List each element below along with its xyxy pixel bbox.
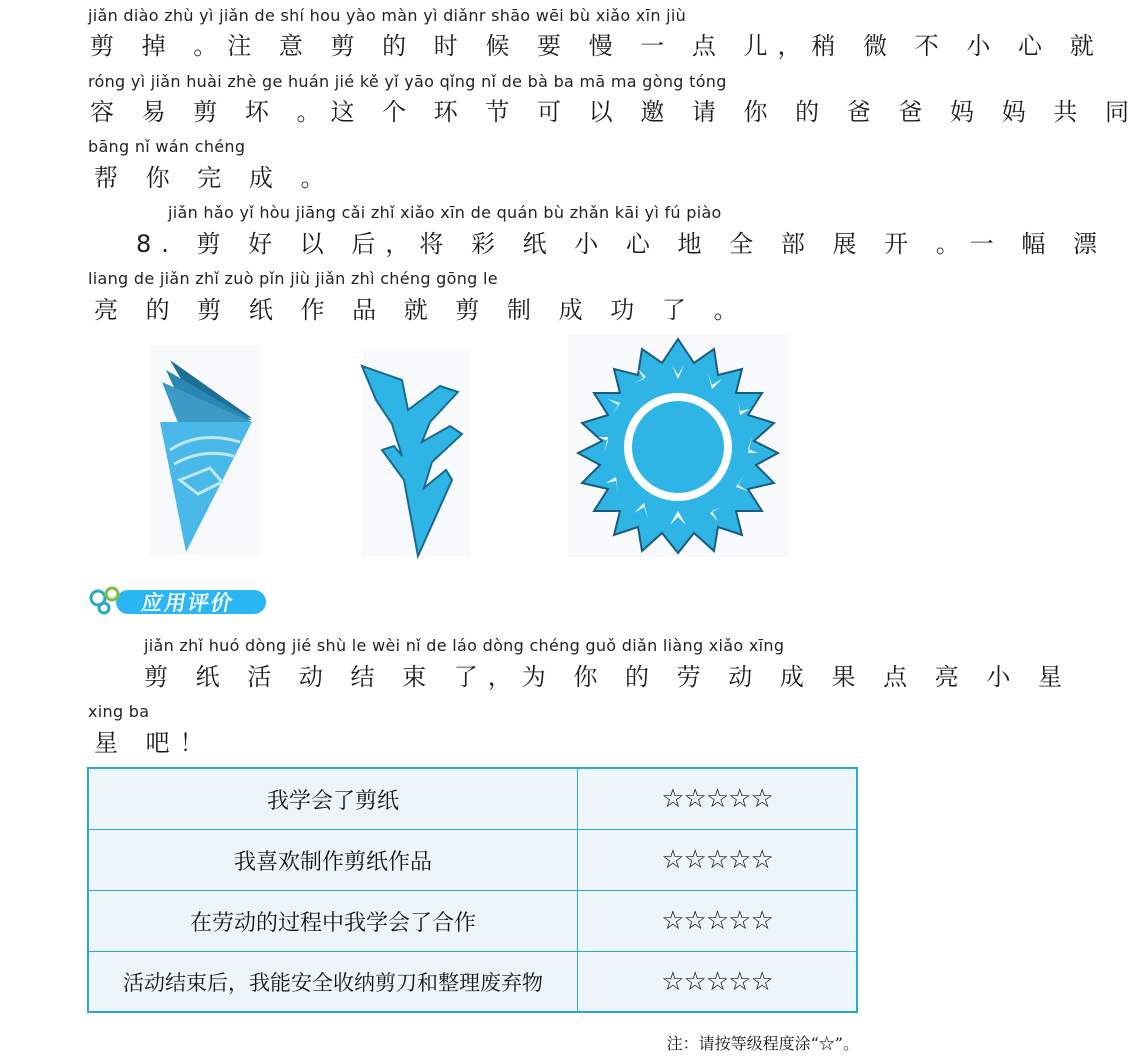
footnote: 注：请按等级程度涂“☆”。 (666, 1034, 859, 1053)
hanzi-line-3: 帮 你 完 成 。 (94, 164, 335, 192)
pinyin-line-3: bāng nǐ wán chéng (88, 137, 246, 156)
star-rating[interactable]: ☆☆☆☆☆ (578, 768, 858, 830)
hanzi-line-5: 亮 的 剪 纸 作 品 就 剪 制 成 功 了 。 (94, 296, 748, 324)
evaluation-item: 我学会了剪纸 (88, 768, 578, 830)
paper-cutting-figures (140, 330, 800, 560)
evaluation-item: 在劳动的过程中我学会了合作 (88, 891, 578, 952)
pinyin-line-2: róng yì jiǎn huài zhè ge huán jié kě yǐ yāo qǐng nǐ de bà ba mā ma gòng tóng (88, 72, 727, 91)
table-row (88, 830, 857, 891)
evaluation-table (87, 767, 858, 1013)
star-rating[interactable]: ☆☆☆☆☆ (578, 830, 858, 891)
table-row (88, 768, 857, 830)
section-title: 应用评价 (139, 591, 236, 615)
hanzi-line-4: 8. 剪 好 以 后，将 彩 纸 小 心 地 全 部 展 开 。一 幅 漂 (136, 230, 1107, 258)
table-row (88, 891, 857, 952)
snowflake-figure (568, 335, 788, 557)
pinyin-line-7: xing ba (88, 702, 150, 721)
evaluation-item: 我喜欢制作剪纸作品 (88, 830, 578, 891)
table-row (88, 952, 857, 1012)
section-header (86, 582, 268, 616)
pinyin-line-1: jiǎn diào zhù yì jiǎn de shí hou yào màn yì diǎnr shāo wēi bù xiǎo xīn jiù (88, 6, 687, 25)
hanzi-line-2: 容 易 剪 坏 。这 个 环 节 可 以 邀 请 你 的 爸 爸 妈 妈 共 同 (90, 98, 1139, 126)
hanzi-line-7: 星 吧！ (94, 729, 214, 757)
pinyin-line-4: jiǎn hǎo yǐ hòu jiāng cǎi zhǐ xiǎo xīn de quán bù zhǎn kāi yì fú piào (168, 203, 722, 222)
cut-paper-figure (362, 350, 470, 556)
pinyin-line-6: jiǎn zhǐ huó dòng jié shù le wèi nǐ de láo dòng chéng guǒ diǎn liàng xiǎo xīng (144, 636, 785, 655)
hanzi-line-6: 剪 纸 活 动 结 束 了，为 你 的 劳 动 成 果 点 亮 小 星 (144, 663, 1073, 691)
star-rating[interactable]: ☆☆☆☆☆ (578, 952, 858, 1012)
pinyin-line-5: liang de jiǎn zhǐ zuò pǐn jiù jiǎn zhì chéng gōng le (88, 269, 498, 288)
hanzi-line-1: 剪 掉 。注 意 剪 的 时 候 要 慢 一 点 儿，稍 微 不 小 心 就 (90, 32, 1104, 60)
evaluation-item: 活动结束后，我能安全收纳剪刀和整理废弃物 (88, 952, 578, 1012)
star-rating[interactable]: ☆☆☆☆☆ (578, 891, 858, 952)
folded-paper-figure (150, 345, 260, 555)
